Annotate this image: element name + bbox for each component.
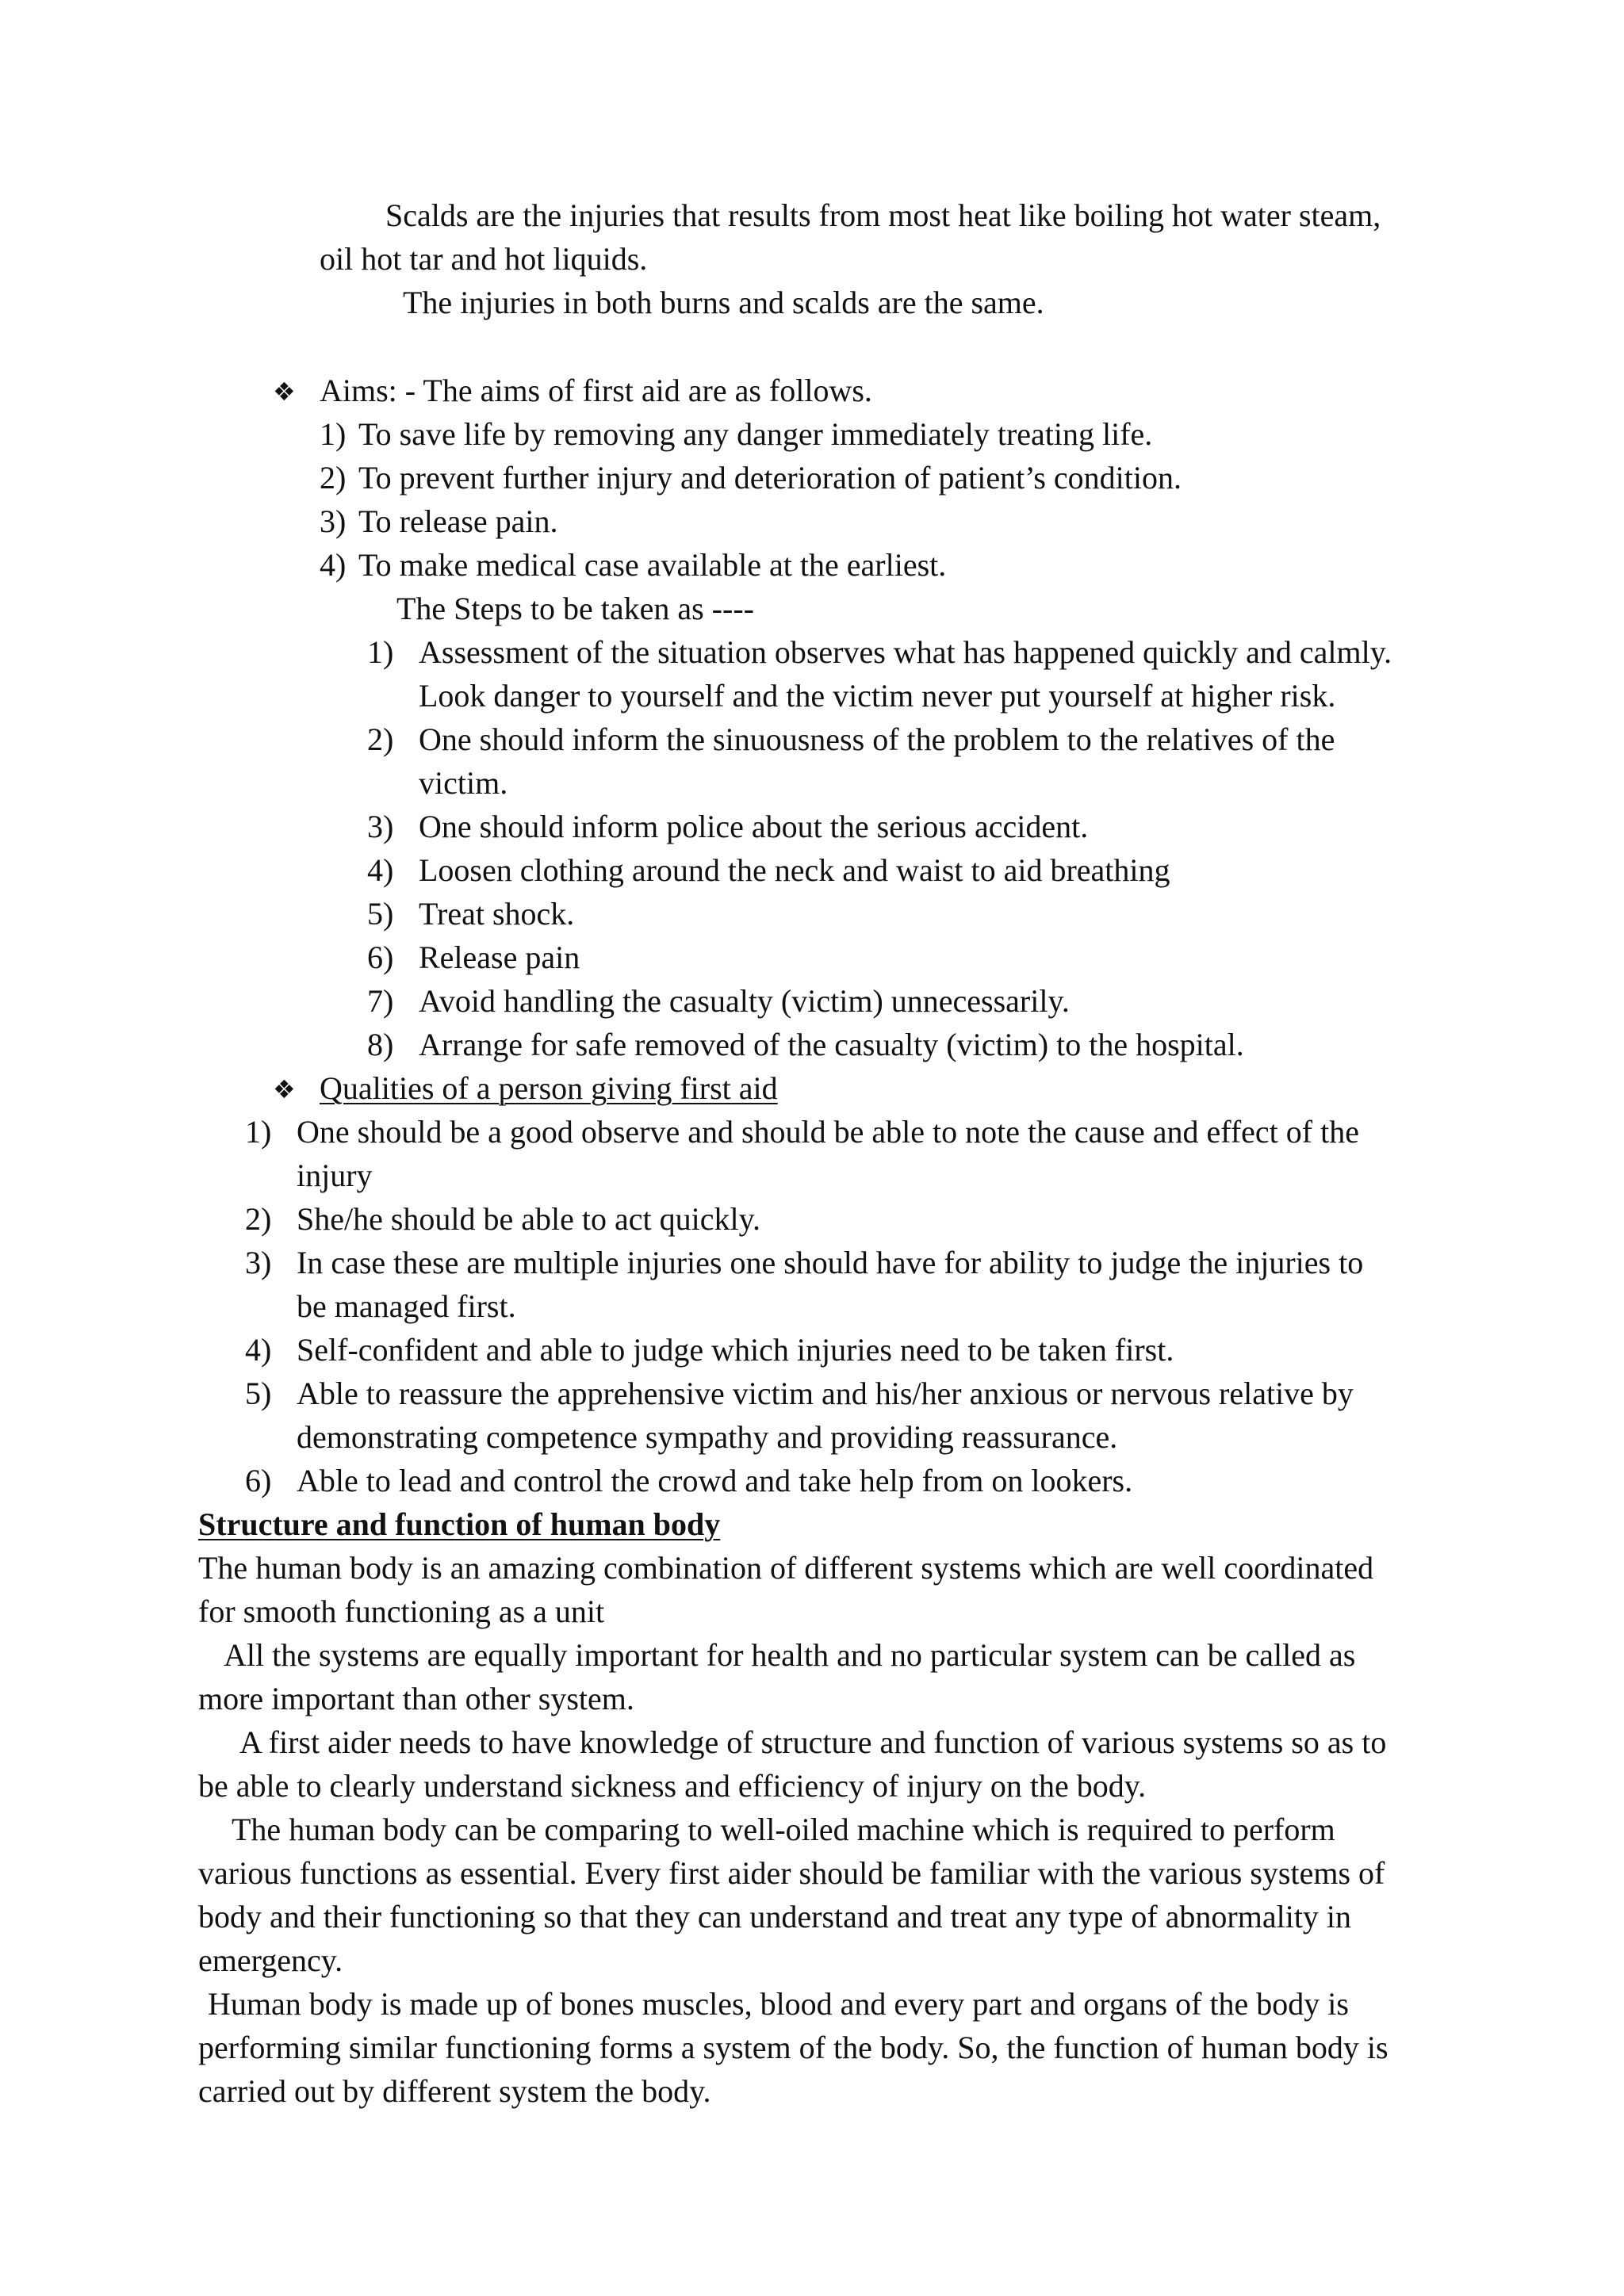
structure-paragraph-line: emergency. (198, 1942, 343, 1978)
quality-text: injury (297, 1158, 373, 1193)
structure-heading: Structure and function of human body (198, 1506, 721, 1542)
aims-heading: Aims: - The aims of first aid are as follows. (320, 373, 872, 408)
structure-paragraph-line: A first aider needs to have knowledge of structure and function of various systems so as to (239, 1724, 1387, 1760)
step-number: 6) (367, 939, 394, 975)
quality-text: Able to reassure the apprehensive victim and his/her anxious or nervous relative by (297, 1376, 1354, 1411)
step-number: 3) (367, 809, 394, 844)
structure-paragraph-line: Human body is made up of bones muscles, blood and every part and organs of the body is (208, 1986, 1349, 2022)
quality-text: One should be a good observe and should be able to note the cause and effect of the (297, 1114, 1359, 1150)
aims-item-number: 3) (320, 503, 347, 539)
aims-item: To save life by removing any danger immediately treating life. (358, 416, 1153, 452)
quality-text: Able to lead and control the crowd and take help from on lookers. (297, 1463, 1133, 1498)
aims-item-number: 2) (320, 460, 347, 496)
aims-item: To prevent further injury and deterioration of patient’s condition. (358, 460, 1182, 496)
quality-text: demonstrating competence sympathy and providing reassurance. (297, 1419, 1118, 1455)
quality-number: 1) (245, 1114, 272, 1150)
structure-paragraph-line: be able to clearly understand sickness and efficiency of injury on the body. (198, 1768, 1147, 1804)
structure-paragraph-line: various functions as essential. Every first aider should be familiar with the various systems of (198, 1855, 1385, 1891)
quality-number: 2) (245, 1201, 272, 1237)
aims-item-number: 1) (320, 416, 347, 452)
quality-text: In case these are multiple injuries one should have for ability to judge the injuries to (297, 1245, 1364, 1280)
step-text: victim. (419, 765, 508, 801)
quality-text: Self-confident and able to judge which injuries need to be taken first. (297, 1332, 1174, 1368)
quality-number: 5) (245, 1376, 272, 1411)
step-number: 1) (367, 634, 394, 670)
steps-heading: The Steps to be taken as ---- (396, 591, 754, 626)
step-text: Loosen clothing around the neck and waist to aid breathing (419, 852, 1170, 888)
structure-paragraph-line: performing similar functioning forms a system of the body. So, the function of human body is (198, 2030, 1388, 2065)
scalds-line-2: oil hot tar and hot liquids. (320, 241, 648, 277)
step-number: 8) (367, 1027, 394, 1062)
quality-number: 4) (245, 1332, 272, 1368)
diamond-bullet-icon: ❖ (273, 377, 296, 407)
structure-paragraph-line: The human body can be comparing to well-oiled machine which is required to perform (232, 1812, 1335, 1847)
quality-text: be managed first. (297, 1288, 516, 1324)
aims-item: To make medical case available at the earliest. (358, 547, 947, 583)
step-number: 5) (367, 896, 394, 932)
qualities-heading: Qualities of a person giving first aid (320, 1070, 778, 1106)
step-text: Assessment of the situation observes what has happened quickly and calmly. (419, 634, 1392, 670)
step-number: 7) (367, 983, 394, 1019)
step-number: 4) (367, 852, 394, 888)
structure-paragraph-line: carried out by different system the body. (198, 2073, 711, 2109)
diamond-bullet-icon: ❖ (273, 1074, 296, 1104)
step-text: Treat shock. (419, 896, 575, 932)
step-number: 2) (367, 721, 394, 757)
structure-paragraph-line: for smooth functioning as a unit (198, 1594, 605, 1629)
quality-number: 3) (245, 1245, 272, 1280)
aims-item: To release pain. (358, 503, 558, 539)
step-text: Look danger to yourself and the victim never put yourself at higher risk. (419, 678, 1336, 714)
structure-paragraph-line: All the systems are equally important for health and no particular system can be called as (224, 1637, 1356, 1673)
step-text: Release pain (419, 939, 580, 975)
aims-item-number: 4) (320, 547, 347, 583)
scalds-line-1: Scalds are the injuries that results from most heat like boiling hot water steam, (385, 197, 1381, 233)
step-text: One should inform police about the serious accident. (419, 809, 1089, 844)
step-text: Avoid handling the casualty (victim) unnecessarily. (419, 983, 1070, 1019)
quality-text: She/he should be able to act quickly. (297, 1201, 761, 1237)
quality-number: 6) (245, 1463, 272, 1498)
step-text: One should inform the sinuousness of the problem to the relatives of the (419, 721, 1335, 757)
same-injuries-line: The injuries in both burns and scalds are the same. (403, 285, 1044, 320)
structure-paragraph-line: body and their functioning so that they can understand and treat any type of abnormality in (198, 1899, 1352, 1934)
structure-paragraph-line: The human body is an amazing combination of different systems which are well coordinated (198, 1550, 1374, 1586)
step-text: Arrange for safe removed of the casualty (victim) to the hospital. (419, 1027, 1244, 1062)
structure-paragraph-line: more important than other system. (198, 1681, 634, 1716)
